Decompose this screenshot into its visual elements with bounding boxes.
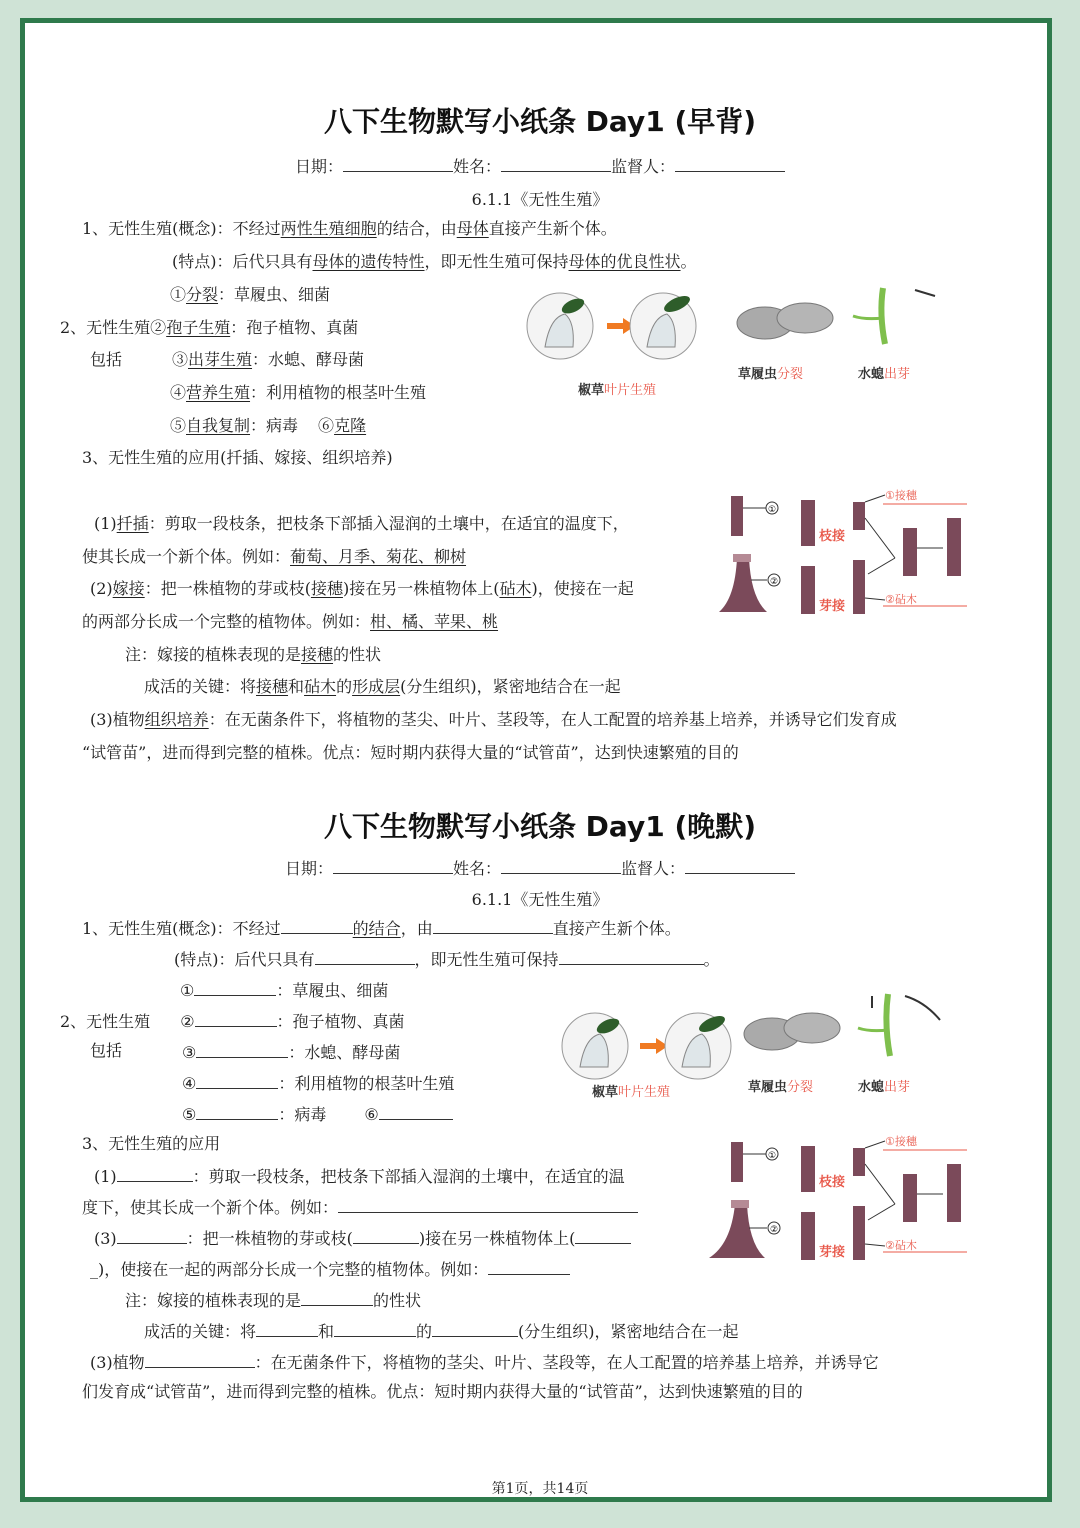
blank[interactable] [196,1041,288,1058]
paramecium-caption: 草履虫分裂 [738,367,804,382]
e-cut1: (1) ：剪取一段枝条，把枝条下部插入湿润的土壤中，在适宜的温 [94,1167,625,1186]
e-line5: ③ ：水螅、酵母菌 [182,1043,401,1062]
blank[interactable] [559,948,704,965]
blank[interactable] [315,948,415,965]
pepper-caption: 椒草叶片生殖 [578,383,657,398]
blank[interactable] [117,1227,187,1244]
blank[interactable] [301,1289,373,1306]
fig-n2-text: ② [769,577,779,587]
m-tissue1: (3)植物组织培养：在无菌条件下，将植物的茎尖、叶片、茎段等，在人工配置的培养基上培养，并诱导它们发育成 [90,710,897,729]
m-cut2: 使其长成一个新个体。例如：葡萄、月季、菊花、柳树 [82,547,467,566]
date-label: 日期： [294,157,343,176]
date-field[interactable] [343,155,453,172]
fig-n2-text-e: ② [769,1225,779,1235]
name-label: 姓名： [452,859,501,878]
pepper-caption-evening: 椒草叶片生殖 [592,1085,671,1100]
e-line6: ④ ：利用植物的根茎叶生殖 [182,1074,455,1093]
paramecium-figure [735,300,835,346]
grafting-figure-morning [705,488,975,618]
evening-section: 6.1.1《无性生殖》 [471,890,609,909]
hydra-figure [845,284,940,348]
fig-n1-text-e: ① [767,1151,777,1161]
fig-label1-text-e: ①接穗 [885,1135,917,1148]
morning-form [0,154,1080,177]
grafting-figure-evening [705,1134,975,1264]
blank[interactable] [196,1103,278,1120]
paramecium-caption-evening: 草履虫分裂 [748,1080,814,1095]
e-line3: ① ：草履虫、细菌 [180,981,389,1000]
blank[interactable] [575,1227,631,1244]
supervisor-label: 监督人： [611,157,676,176]
e-line8: 3、无性生殖的应用 [82,1134,221,1153]
m-line5-pre: 包括 [90,350,123,369]
blank[interactable] [334,1320,416,1337]
m-key: 成活的关键：将接穗和砧木的形成层(分生组织)，紧密地结合在一起 [144,677,621,696]
m-line5: ③出芽生殖：水螅、酵母菌 [172,350,365,369]
blank[interactable] [353,1227,419,1244]
blank[interactable] [256,1320,318,1337]
paramecium-figure-evening [742,1008,842,1054]
blank[interactable] [117,1165,193,1182]
m-graft2: 的两部分长成一个完整的植物体。例如：柑、橘、苹果、桃 [82,612,499,631]
m-line4: 2、无性生殖②孢子生殖：孢子植物、真菌 [60,318,359,337]
hydra-caption: 水螅出芽 [858,367,911,382]
blank[interactable] [194,979,276,996]
e-line1: 1、无性生殖(概念)：不经过 的结合，由 直接产生新个体。 [82,919,681,938]
e-graft2: _)，使接在一起的两部分长成一个完整的植物体。例如： [90,1258,570,1280]
blank[interactable] [281,917,353,934]
m-note: 注：嫁接的植株表现的是接穗的性状 [125,645,382,664]
cutting-icon [731,496,743,536]
e-line2: (特点)：后代只具有 ，即无性生殖可保持 。 [174,950,720,969]
fig-scion-text: 枝接 [819,529,846,544]
e-tissue2: 们发育成“试管苗”，进而得到完整的植株。优点：短时期内获得大量的“试管苗”，达到快速繁殖的目的 [82,1382,803,1401]
blank[interactable] [488,1258,570,1275]
fig-bud-text-e: 芽接 [819,1245,846,1260]
name-field[interactable] [501,155,611,172]
m-line1: 1、无性生殖(概念)：不经过两性生殖细胞的结合，由母体直接产生新个体。 [82,219,617,238]
e-line5-pre: 包括 [90,1041,123,1060]
fig-label2-text-e: ②砧木 [885,1239,917,1252]
blank[interactable] [195,1010,277,1027]
e-key: 成活的关键：将 和 的 (分生组织)，紧密地结合在一起 [144,1322,739,1341]
m-line2: (特点)：后代只具有母体的遗传特性，即无性生殖可保持母体的优良性状。 [172,252,697,271]
blank[interactable] [338,1196,638,1213]
blank[interactable] [433,917,553,934]
morning-title: 八下生物默写小纸条 Day1 (早背) [323,105,757,138]
m-cut1: (1)扦插：剪取一段枝条，把枝条下部插入湿润的土壤中，在适宜的温度下， [94,514,629,533]
e-line7: ⑤ ：病毒 ⑥ [182,1103,453,1125]
blank[interactable] [145,1351,255,1368]
fig-scion-text-e: 枝接 [819,1175,846,1190]
pepper-leaf-figure [525,292,705,364]
evening-title: 八下生物默写小纸条 Day1 (晚默) [323,810,757,843]
page-footer: 第1页，共14页 [491,1481,589,1497]
m-line8: 3、无性生殖的应用(扦插、嫁接、组织培养) [82,448,393,467]
morning-section: 6.1.1《无性生殖》 [471,190,609,209]
fig-label2-text: ②砧木 [885,593,917,606]
evening-form [0,856,1080,879]
supervisor-label: 监督人： [621,859,686,878]
date-label: 日期： [284,859,333,878]
name-label: 姓名： [452,157,501,176]
m-line6: ④营养生殖：利用植物的根茎叶生殖 [170,383,427,402]
name-field[interactable] [501,857,621,874]
date-field[interactable] [333,857,453,874]
supervisor-field[interactable] [675,155,785,172]
e-line4: 2、无性生殖 ② ：孢子植物、真菌 [60,1012,405,1031]
pepper-leaf-figure-evening [560,1012,740,1084]
hydra-caption-evening: 水螅出芽 [858,1080,911,1095]
fig-label1-text: ①接穗 [885,489,917,502]
blank[interactable] [379,1103,453,1120]
m-line7: ⑤自我复制：病毒 ⑥克隆 [170,416,367,435]
hydra-figure-evening [850,990,945,1062]
e-graft1: (3) ：把一株植物的芽或枝( )接在另一株植物体上( [94,1227,631,1249]
blank[interactable] [432,1320,518,1337]
hydra-icon [881,288,885,344]
e-tissue1: (3)植物 ：在无菌条件下，将植物的茎尖、叶片、茎段等，在人工配置的培养基上培养，并诱导它 [90,1353,879,1372]
m-line3: ①分裂：草履虫、细菌 [170,285,331,304]
m-graft1: (2)嫁接：把一株植物的芽或枝(接穗)接在另一株植物体上(砧木)，使接在一起 [90,579,634,598]
fig-n1-text: ① [767,505,777,515]
blank[interactable] [196,1072,278,1089]
m-tissue2: “试管苗”，进而得到完整的植株。优点：短时期内获得大量的“试管苗”，达到快速繁殖的目的 [82,743,739,762]
fig-bud-text: 芽接 [819,599,846,614]
e-note: 注：嫁接的植株表现的是 的性状 [125,1291,422,1310]
supervisor-field[interactable] [685,857,795,874]
e-cut2: 度下，使其长成一个新个体。例如： [82,1196,638,1218]
